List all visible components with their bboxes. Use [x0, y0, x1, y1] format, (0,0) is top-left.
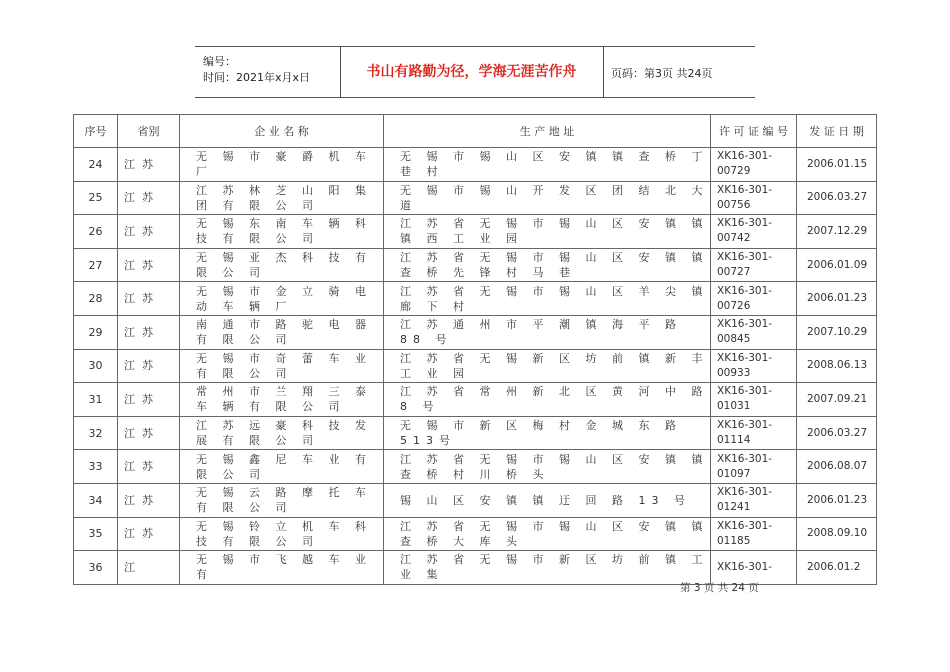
page-number-label: 页码：第3页 共24页 — [611, 67, 713, 80]
row-company-name: 无 锡 亚 杰 科 技 有 限 公 司 — [180, 248, 384, 282]
row-company-name: 南 通 市 路 驼 电 器 有 限 公 司 — [180, 315, 384, 349]
page-footer: 第 3 页 共 24 页 — [680, 582, 759, 594]
row-company-name: 无 锡 云 路 摩 托 车 有 限 公 司 — [180, 483, 384, 517]
table-row — [74, 248, 877, 282]
row-issue-date: 2006.01.15 — [797, 148, 877, 182]
row-address: 江 苏 省 无 锡 市 锡 山 区 羊 尖 镇 廊 下 村 — [384, 282, 711, 316]
table-row — [74, 315, 877, 349]
table-row — [74, 148, 877, 182]
table-row — [74, 450, 877, 484]
row-seq: 33 — [74, 450, 118, 484]
row-seq: 35 — [74, 517, 118, 551]
row-seq: 36 — [74, 551, 118, 585]
row-address: 江 苏 省 无 锡 市 锡 山 区 安 镇 镇 查 桥 村 川 桥 头 — [384, 450, 711, 484]
row-company-name: 无 锡 东 南 车 辆 科 技 有 限 公 司 — [180, 215, 384, 249]
row-license-no: XK16-301-01097 — [711, 450, 797, 484]
motto: 书山有路勤为径，学海无涯苦作舟 — [340, 47, 604, 97]
row-seq: 32 — [74, 416, 118, 450]
page-header — [195, 46, 755, 98]
table-header-row — [74, 115, 877, 148]
row-company-name: 无 锡 市 金 立 骑 电 动 车 辆 厂 — [180, 282, 384, 316]
row-seq: 25 — [74, 181, 118, 215]
row-province: 江苏 — [118, 315, 180, 349]
row-issue-date: 2006.08.07 — [797, 450, 877, 484]
row-seq: 24 — [74, 148, 118, 182]
row-province: 江苏 — [118, 148, 180, 182]
row-company-name: 无 锡 市 奇 蕾 车 业 有 限 公 司 — [180, 349, 384, 383]
row-issue-date: 2006.03.27 — [797, 416, 877, 450]
row-address: 无 锡 市 锡 山 区 安 镇 镇 查 桥 丁 巷 村 — [384, 148, 711, 182]
row-issue-date: 2007.10.29 — [797, 315, 877, 349]
row-seq: 29 — [74, 315, 118, 349]
row-issue-date: 2008.06.13 — [797, 349, 877, 383]
row-province: 江苏 — [118, 248, 180, 282]
col-header-company: 企 业 名 称 — [180, 115, 384, 148]
table-row — [74, 181, 877, 215]
col-header-license: 许 可 证 编 号 — [711, 115, 797, 148]
row-issue-date: 2006.01.23 — [797, 483, 877, 517]
row-seq: 31 — [74, 383, 118, 417]
row-seq: 34 — [74, 483, 118, 517]
row-seq: 27 — [74, 248, 118, 282]
table-row — [74, 416, 877, 450]
row-license-no: XK16-301-00933 — [711, 349, 797, 383]
row-address: 江 苏 省 无 锡 新 区 坊 前 镇 新 丰 工 业 园 — [384, 349, 711, 383]
row-address: 无 锡 市 新 区 梅 村 金 城 东 路 513号 — [384, 416, 711, 450]
row-issue-date: 2006.01.09 — [797, 248, 877, 282]
header-meta — [195, 47, 341, 97]
row-company-name: 江 苏 林 芝 山 阳 集 团 有 限 公 司 — [180, 181, 384, 215]
row-license-no: XK16-301-01241 — [711, 483, 797, 517]
row-issue-date: 2007.12.29 — [797, 215, 877, 249]
row-province: 江苏 — [118, 416, 180, 450]
row-seq: 28 — [74, 282, 118, 316]
row-province: 江苏 — [118, 181, 180, 215]
row-address: 江 苏 省 无 锡 市 锡 山 区 安 镇 镇 镇 西 工 业 园 — [384, 215, 711, 249]
row-license-no: XK16-301-00726 — [711, 282, 797, 316]
col-header-date: 发 证 日 期 — [797, 115, 877, 148]
row-province: 江苏 — [118, 282, 180, 316]
row-province: 江苏 — [118, 349, 180, 383]
row-address: 江 苏 省 无 锡 市 锡 山 区 安 镇 镇 查 桥 大 库 头 — [384, 517, 711, 551]
table-row — [74, 282, 877, 316]
row-address: 无 锡 市 锡 山 开 发 区 团 结 北 大 道 — [384, 181, 711, 215]
row-company-name: 无 锡 市 飞 越 车 业 有 — [180, 551, 384, 585]
row-province: 江苏 — [118, 215, 180, 249]
row-license-no: XK16-301-00756 — [711, 181, 797, 215]
table-row — [74, 349, 877, 383]
row-company-name: 江 苏 远 豪 科 技 发 展 有 限 公 司 — [180, 416, 384, 450]
table-row — [74, 517, 877, 551]
row-issue-date: 2007.09.21 — [797, 383, 877, 417]
row-province: 江苏 — [118, 483, 180, 517]
row-address: 江 苏 省 无 锡 市 新 区 坊 前 镇 工 业 集 — [384, 551, 711, 585]
row-company-name: 无 锡 铃 立 机 车 科 技 有 限 公 司 — [180, 517, 384, 551]
row-province: 江 — [118, 551, 180, 585]
table-row — [74, 483, 877, 517]
table-row — [74, 215, 877, 249]
col-header-address: 生 产 地 址 — [384, 115, 711, 148]
row-issue-date: 2008.09.10 — [797, 517, 877, 551]
row-company-name: 无 锡 市 豪 爵 机 车 厂 — [180, 148, 384, 182]
row-license-no: XK16-301-00729 — [711, 148, 797, 182]
row-company-name: 常 州 市 兰 翔 三 泰 车 辆 有 限 公 司 — [180, 383, 384, 417]
row-license-no: XK16-301-01114 — [711, 416, 797, 450]
row-license-no: XK16-301-01031 — [711, 383, 797, 417]
row-province: 江苏 — [118, 450, 180, 484]
row-address: 锡 山 区 安 镇 镇 迂 回 路 13 号 — [384, 483, 711, 517]
row-license-no: XK16-301- — [711, 551, 797, 585]
row-license-no: XK16-301-00742 — [711, 215, 797, 249]
row-issue-date: 2006.01.2 — [797, 551, 877, 585]
row-address: 江 苏 省 无 锡 市 锡 山 区 安 镇 镇 查 桥 先 锋 村 马 巷 — [384, 248, 711, 282]
col-header-seq: 序号 — [74, 115, 118, 148]
row-address: 江 苏 通 州 市 平 潮 镇 海 平 路 88 号 — [384, 315, 711, 349]
row-issue-date: 2006.03.27 — [797, 181, 877, 215]
number-label: 编号： — [203, 55, 236, 68]
col-header-province: 省别 — [118, 115, 180, 148]
row-seq: 26 — [74, 215, 118, 249]
row-address: 江 苏 省 常 州 新 北 区 黄 河 中 路 8 号 — [384, 383, 711, 417]
row-province: 江苏 — [118, 517, 180, 551]
row-province: 江苏 — [118, 383, 180, 417]
table-row — [74, 383, 877, 417]
row-license-no: XK16-301-01185 — [711, 517, 797, 551]
row-issue-date: 2006.01.23 — [797, 282, 877, 316]
row-license-no: XK16-301-00845 — [711, 315, 797, 349]
row-license-no: XK16-301-00727 — [711, 248, 797, 282]
row-company-name: 无 锡 鑫 尼 车 业 有 限 公 司 — [180, 450, 384, 484]
time-label: 时间：2021年x月x日 — [203, 71, 311, 84]
row-seq: 30 — [74, 349, 118, 383]
license-table — [73, 114, 877, 585]
